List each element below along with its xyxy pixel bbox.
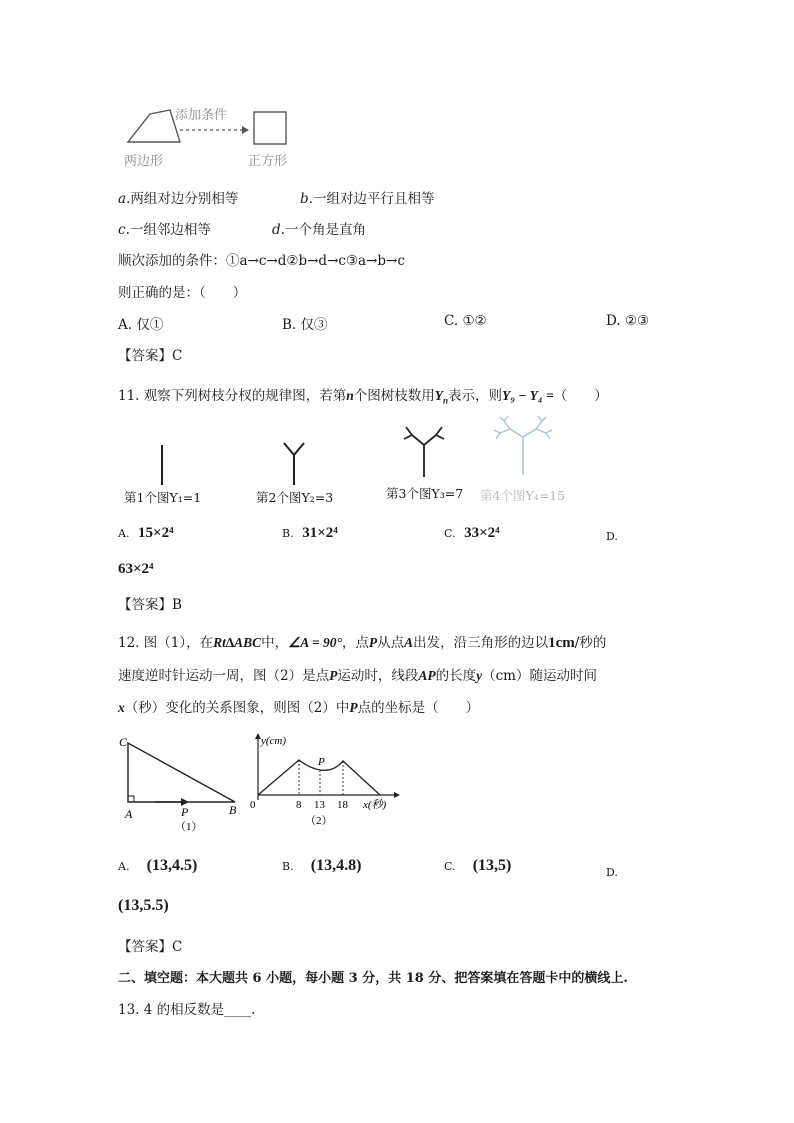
section-2-title: 二、填空题：本大题共 6 小题，每小题 3 分，共 18 分、把答案填在答题卡中的横线上. — [118, 971, 628, 986]
graph-point-p-label: P — [318, 756, 325, 768]
arrow-label: 添加条件 — [175, 108, 228, 123]
arrow-head — [242, 126, 249, 134]
x-axis-arrow — [394, 792, 400, 798]
figure-1-caption: （1） — [175, 821, 203, 833]
condition-d: d.一个角是直角 — [272, 222, 366, 238]
tree-3 — [404, 427, 444, 477]
tick-18: 18 — [337, 799, 348, 811]
q11-option-d-value: 63×2⁴ — [118, 561, 154, 577]
q12-line1: 12. 图（1），在Rt∆ABC中，∠A = 90°，点P从点A出发，沿三角形的边以1cm/秒的 — [118, 635, 607, 651]
order-line: 顺次添加的条件：①a→c→d②b→d→c③a→b→c — [118, 253, 405, 269]
vertex-c-label: C — [119, 735, 128, 749]
triangle-abc — [128, 743, 235, 802]
y-axis-label: y(cm) — [261, 735, 287, 747]
quadrilateral-shape — [128, 110, 180, 142]
q10-option-a: A. 仅① — [118, 317, 164, 333]
figure-2-caption: （2） — [305, 815, 333, 827]
tree-caption-1: 第1个图Y₁=1 — [124, 490, 202, 505]
q12-figure-2 — [245, 730, 410, 830]
q12-figure-1 — [115, 730, 245, 835]
condition-a: a.两组对边分别相等 — [118, 191, 239, 207]
q12-option-a: A. (13,4.5) — [118, 857, 198, 874]
q12-option-c: C. (13,5) — [444, 857, 512, 874]
q10-ask: 则正确的是：（ ） — [118, 285, 247, 301]
q10-option-b: B. 仅③ — [282, 317, 328, 333]
q11-answer: 【答案】B — [118, 597, 182, 613]
tick-8: 8 — [296, 799, 302, 811]
q10-option-d: D. ②③ — [606, 313, 650, 329]
origin-label: 0 — [250, 799, 256, 811]
q12-option-d: D. — [606, 866, 618, 879]
x-axis-label: x(秒) — [363, 799, 387, 811]
tree-caption-2: 第2个图Y₂=3 — [256, 490, 334, 505]
point-p-label: P — [181, 805, 189, 819]
condition-c: c.一组邻边相等 — [118, 222, 211, 238]
tree-figures — [118, 415, 588, 490]
square-shape — [254, 112, 286, 144]
right-figure-label: 正方形 — [248, 154, 288, 169]
q10-answer: 【答案】C — [118, 348, 183, 364]
q12-line2: 速度逆时针运动一周，图（2）是点P运动时，线段AP的长度y（cm）随运动时间 — [118, 668, 597, 684]
q11-stem: 11. 观察下列树枝分杈的规律图，若第n个图树枝数用$Y_n$表示，则Y₉ − Y₄ =（ ） — [118, 388, 608, 406]
q12-answer: 【答案】C — [118, 939, 183, 955]
q10-option-c: C. ①② — [444, 313, 487, 329]
q11-option-b: B. 31×2⁴ — [282, 525, 338, 541]
tree-4 — [494, 416, 552, 475]
q11-option-c: C. 33×2⁴ — [444, 525, 500, 541]
q13-stem: 13. 4 的相反数是____. — [118, 1002, 256, 1018]
q11-option-d: D. — [606, 530, 618, 543]
q12-option-d-value: (13,5.5) — [118, 897, 169, 914]
right-angle-mark — [128, 796, 134, 802]
condition-b: b.一组对边平行且相等 — [300, 191, 435, 207]
tree-caption-3: 第3个图Y₃=7 — [386, 486, 464, 501]
tree-2 — [284, 443, 304, 485]
q12-line3: x（秒）变化的关系图象，则图（2）中P点的坐标是（ ） — [118, 700, 480, 716]
q11-option-a: A. 15×2⁴ — [118, 525, 174, 541]
tree-caption-4: 第4个图Y₄=15 — [480, 488, 566, 503]
left-figure-label: 两边形 — [124, 154, 164, 169]
q12-option-b: B. (13,4.8) — [282, 857, 362, 874]
vertex-a-label: A — [125, 807, 133, 821]
vertex-b-label: B — [229, 803, 237, 817]
tick-13: 13 — [314, 799, 325, 811]
